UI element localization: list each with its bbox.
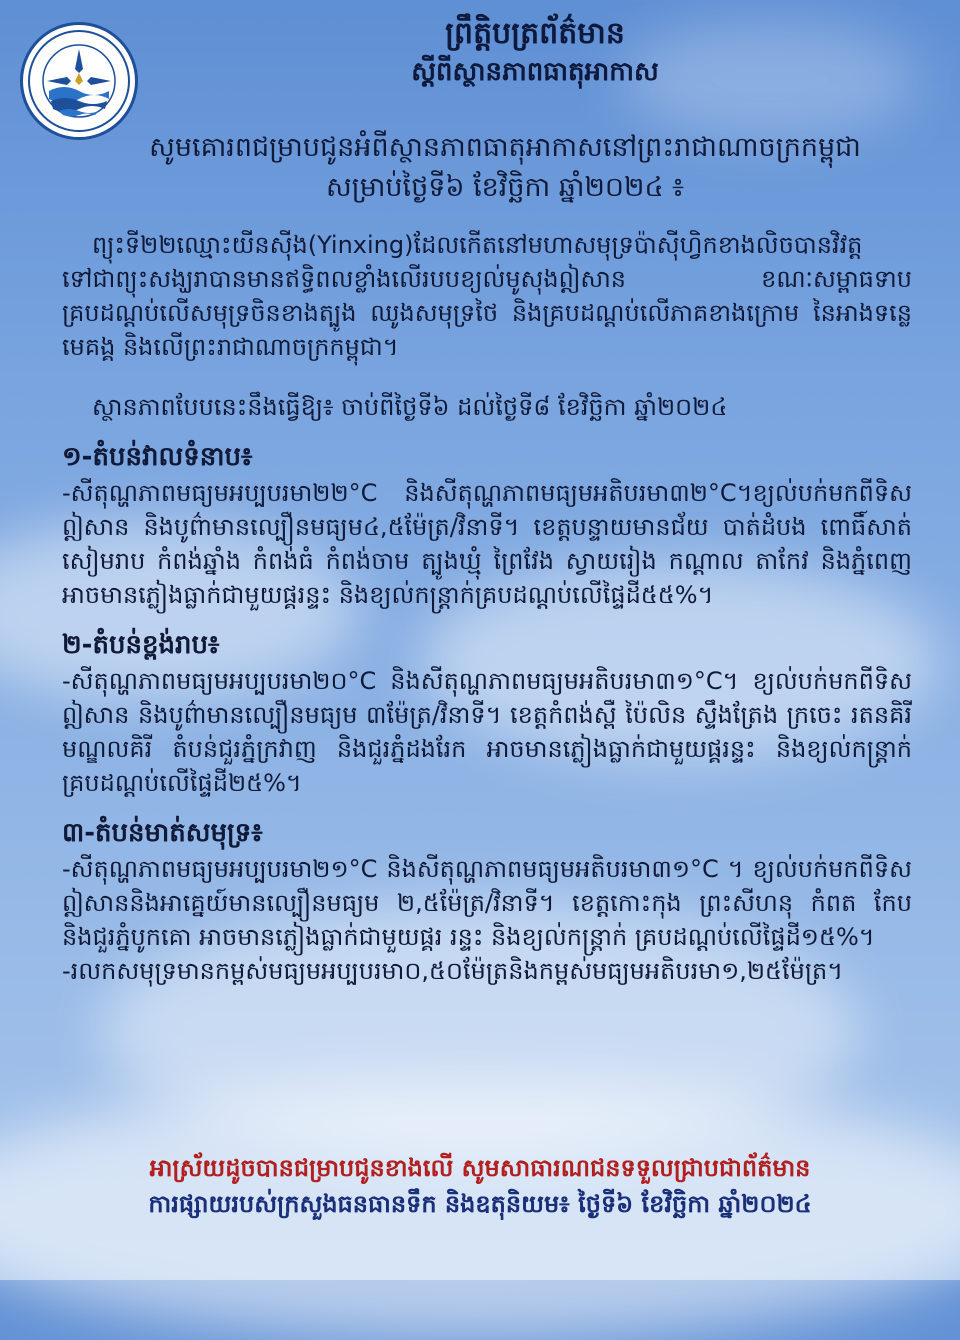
region-title: ៣-តំបន់មាត់សមុទ្រ៖	[62, 818, 263, 848]
intro-line: សូមគោរពជម្រាបជូនអំពីស្ថានភាពធាតុអាកាសនៅព្រះរាជាណាចក្រកម្ពុជា	[149, 132, 861, 163]
ministry-logo	[20, 22, 138, 140]
forecast-period: ស្ថានភាពបែបនេះនឹងធ្វើឱ្យ៖ ចាប់ពីថ្ងៃទី៦ ដល់ថ្ងៃទី៨ ខែវិច្ឆិកា ឆ្នាំ២០២៤	[92, 393, 728, 421]
footer-publisher: ការផ្សាយរបស់ក្រសួងធនធានទឹក និងឧតុនិយម៖ ថ្ងៃទី៦ ខែវិច្ឆិកា ឆ្នាំ២០២៤	[148, 1190, 812, 1218]
region-section	[62, 814, 912, 988]
bulletin-footer	[40, 1150, 920, 1222]
region-text: -សីតុណ្ហភាពមធ្យមអប្បបរមា២១°C និងសីតុណ្ហភាពមធ្យមអតិបរមា៣១°C ។ ខ្យល់បក់មកពីទិសឦសាននិងអាគ្នេយ៍មានល្បឿនមធ្យម ២,៥ម៉ែត្រ/វិនាទី។ ខេត្តកោះកុង ព្រះសីហនុ កំពត កែប និងជួរភ្នំបូកគោ អាចមានភ្លៀងធ្លាក់ជាមួយផ្គរ រន្ទះ និងខ្យល់កន្ត្រាក់ គ្របដណ្តប់លើផ្ទៃដី១៥%។	[62, 855, 912, 951]
footer-notice: អាស្រ័យដូចបានជម្រាបជូនខាងលើ សូមសាធារណជនទទួលជ្រាបជាព័ត៌មាន	[149, 1154, 811, 1182]
intro-date-line: សម្រាប់ថ្ងៃទី៦ ខែវិច្ឆិកា ឆ្នាំ២០២៤ ៖	[325, 172, 685, 203]
region-section	[62, 438, 912, 612]
bulletin-header	[150, 14, 920, 90]
bulletin-subtitle: ស្តីពីស្ថានភាពធាតុអាកាស	[411, 57, 659, 87]
storm-paragraph: ព្យុះទី២២ឈ្មោះយីនស៊ីង(Yinxing)ដែលកើតនៅមហាសមុទ្រប៉ាស៊ីហ្វិកខាងលិចបានវិវត្តទៅជាព្យុះសង្ឃរាបានមានឥទ្ធិពលខ្លាំងលើរបបខ្យល់មូសុងឦសាន ខណៈសម្ពាធទាបគ្របដណ្តប់លើសមុទ្រចិនខាងត្បូង ឈូងសមុទ្រថៃ និងគ្របដណ្តប់លើភាគខាងក្រោម នៃអាងទន្លេមេគង្គ និងលើព្រះរាជាណាចក្រកម្ពុជា។	[62, 231, 912, 361]
bulletin-title: ព្រឹត្តិបត្រព័ត៌មាន	[445, 16, 625, 51]
forecast-content	[62, 228, 912, 988]
region-section	[62, 626, 912, 800]
region-text: -សីតុណ្ហភាពមធ្យមអប្បបរមា២២°C និងសីតុណ្ហភាពមធ្យមអតិបរមា៣២°C។ខ្យល់បក់មកពីទិសឦសាន និងបូព៌ាមានល្បឿនមធ្យម៤,៥ម៉ែត្រ/វិនាទី។ ខេត្តបន្ទាយមានជ័យ បាត់ដំបង ពោធិ៍សាត់ សៀមរាប កំពង់ឆ្នាំង កំពង់ធំ កំពង់ចាម ត្បូងឃ្មុំ ព្រៃវែង ស្វាយរៀង កណ្តាល តាកែវ និងភ្នំពេញ អាចមានភ្លៀងធ្លាក់ជាមួយផ្គរន្ទះ និងខ្យល់កន្ត្រាក់គ្របដណ្តប់លើផ្ទៃដី៥៥%។	[62, 479, 912, 609]
intro-block	[90, 128, 920, 208]
wave-height-text: -រលកសមុទ្រមានកម្ពស់មធ្យមអប្បបរមា០,៥០ម៉ែត្រនិងកម្ពស់មធ្យមអតិបរមា១,២៥ម៉ែត្រ។	[62, 957, 844, 985]
region-title: ២-តំបន់ខ្ពង់រាប៖	[62, 630, 220, 660]
region-text: -សីតុណ្ហភាពមធ្យមអប្បបរមា២០°C និងសីតុណ្ហភាពមធ្យមអតិបរមា៣១°C។ ខ្យល់បក់មកពីទិសឦសាន និងបូព៌ាមានល្បឿនមធ្យម ៣ម៉ែត្រ/វិនាទី។ ខេត្តកំពង់ស្ពឺ ប៉ៃលិន ស្ទឹងត្រែង ក្រចេះ រតនគិរី មណ្ឌលគិរី តំបន់ជួរភ្នំក្រវាញ និងជួរភ្នំដងរែក អាចមានភ្លៀងធ្លាក់ជាមួយផ្គរន្ទះ និងខ្យល់កន្ត្រាក់គ្របដណ្តប់លើផ្ទៃដី២៥%។	[62, 667, 912, 797]
region-title: ១-តំបន់វាលទំនាប៖	[62, 442, 253, 472]
logo-emblem-icon	[23, 25, 135, 137]
